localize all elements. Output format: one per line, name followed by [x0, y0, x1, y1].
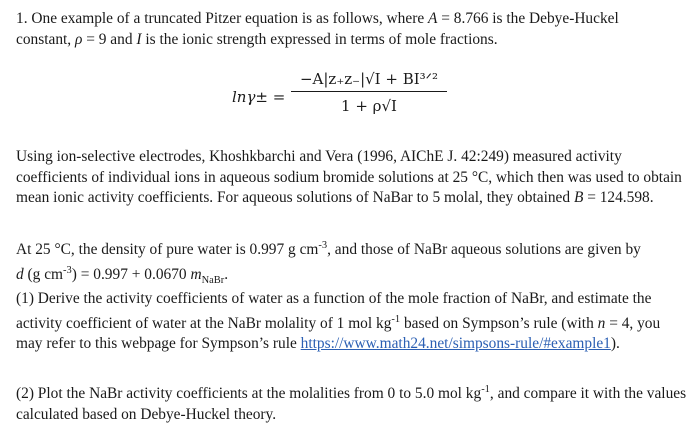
density-paragraph: At 25 °C, the density of pure water is 0.997 g $cm^{-3}$, and those of NaBr aqueous solutions are given by d (g $cm^{-3}) = 0.997 + 0.0670$ $m_{NaBr}$.	[16, 240, 641, 286]
equation-numerator: −A|z₊z₋|√I + BI³ᐟ²	[299, 70, 439, 88]
measurement-paragraph: Using ion-selective electrodes, Khoshkbarchi and Vera (1996, AIChE J. 42:249) measured activity coefficients of individual ions in aqueous sodium bromide solutions at 25 °C, which then was used to obtain mean ionic activity coefficients. For aqueous solutions of NaBar to 5 molal, they obtained B = 124.598.	[16, 148, 682, 206]
question-2: (2) Plot the NaBr activity coefficients at the molalities from 0 to 5.0 mol $kg^{-1}$, and compare it with the values calculated based on Debye-Huckel theory.	[16, 384, 687, 423]
simpsons-rule-link[interactable]: https://www.math24.net/simpsons-rule/#example1	[300, 335, 611, 353]
equation-denominator: 1 + ρ√I	[341, 97, 397, 115]
problem-intro: 1. One example of a truncated Pitzer equation is as follows, where A = 8.766 is the Debye-Huckel constant, ρ = 9 and I is the ionic strength expressed in terms of mole fractions.	[16, 10, 619, 48]
question-1: (1) Derive the activity coefficients of water as a function of the mole fraction of NaBr, and estimate the activity coefficient of water at the NaBr molality of 1 mol $kg^{-1}$ based on Sympson’s rule (with n = 4, you may refer to this webpage for Sympson’s rule https://www.math24.net/simpsons-rule/#example1).	[16, 290, 661, 353]
equation-fraction	[291, 70, 447, 115]
equation-lhs: lnγ± =	[232, 88, 286, 106]
pitzer-equation	[232, 70, 462, 130]
